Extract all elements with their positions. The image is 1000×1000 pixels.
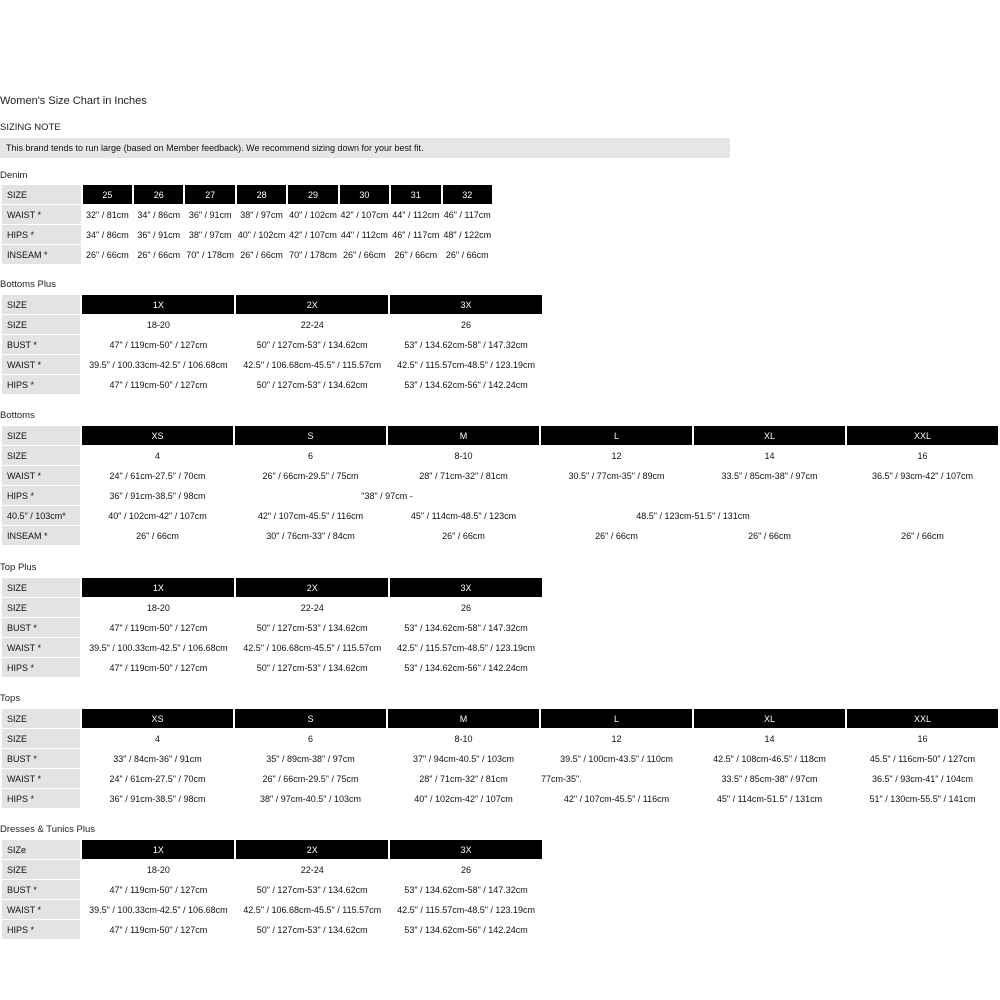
table-row [2, 446, 998, 465]
table-cell: 45" / 114cm-51.5" / 131cm [694, 789, 845, 808]
table-cell: 40" / 102cm-42" / 107cm [388, 789, 539, 808]
table-cell: 18-20 [82, 598, 234, 617]
size-cell: 2X [236, 840, 388, 859]
table-row [2, 789, 998, 808]
table-row [2, 860, 542, 879]
table-cell: 22-24 [236, 860, 388, 879]
table-cell: 36" / 91cm-38.5" / 98cm [82, 789, 233, 808]
page-title: Women's Size Chart in Inches [0, 95, 147, 107]
table-row [2, 315, 542, 334]
table-cell: 44" / 112cm [340, 225, 389, 244]
table-cell: 26" / 66cm-29.5" / 75cm [235, 466, 386, 485]
table-cell: 42.5" / 106.68cm-45.5" / 115.57cm [236, 638, 388, 657]
section-title-denim: Denim [0, 170, 28, 181]
table-cell: 35" / 89cm-38" / 97cm [235, 749, 386, 768]
table-cell: 53" / 134.62cm-58" / 147.32cm [390, 618, 542, 637]
row-label: BUST * [2, 749, 80, 768]
table-cell: 6 [235, 729, 386, 748]
size-cell: XL [694, 426, 845, 445]
table-cell: 50" / 127cm-53" / 134.62cm [236, 880, 388, 899]
row-label: BUST * [2, 335, 80, 354]
table-cell: 36" / 91cm-38.5" / 98cm [82, 486, 233, 505]
table-cell: 16 [847, 446, 998, 465]
table-cell: 42.5" / 106.68cm-45.5" / 115.57cm [236, 900, 388, 919]
row-label: SIZE [2, 578, 80, 597]
table-cell: 24" / 61cm-27.5" / 70cm [82, 769, 233, 788]
size-cell: 31 [391, 185, 440, 204]
table-cell-merged: 48.5" / 123cm-51.5" / 131cm [541, 506, 845, 525]
table-row [2, 920, 542, 939]
table-cell: 36.5" / 93cm-41" / 104cm [847, 769, 998, 788]
table-cell: 34" / 86cm [83, 225, 132, 244]
row-label: SIZE [2, 598, 80, 617]
table-cell: 50" / 127cm-53" / 134.62cm [236, 920, 388, 939]
row-label: SIZE [2, 860, 80, 879]
size-cell: L [541, 426, 692, 445]
row-label: INSEAM * [2, 245, 81, 264]
table-cell: 8-10 [388, 446, 539, 465]
table-cell: 47" / 119cm-50" / 127cm [82, 880, 234, 899]
table-row [2, 638, 542, 657]
table-cell: 26" / 66cm [443, 245, 493, 264]
table-cell: 18-20 [82, 315, 234, 334]
row-label: WAIST * [2, 205, 81, 224]
table-cell: 42.5" / 115.57cm-48.5" / 123.19cm [390, 900, 542, 919]
table-row [2, 486, 998, 505]
size-cell: XXL [847, 709, 998, 728]
table-cell: 14 [694, 729, 845, 748]
table-cell: 32" / 81cm [83, 205, 132, 224]
table-cell: 6 [235, 446, 386, 465]
table-cell: 42.5" / 115.57cm-48.5" / 123.19cm [390, 638, 542, 657]
table-row [2, 729, 998, 748]
section-title-tops: Tops [0, 693, 21, 704]
table-cell: 70" / 178cm [185, 245, 234, 264]
table-cell: 39.5" / 100cm-43.5" / 110cm [541, 749, 692, 768]
table-cell: 53" / 134.62cm-56" / 142.24cm [390, 375, 542, 394]
table-row [2, 355, 542, 374]
row-label: SIZE [2, 446, 80, 465]
table-cell: 28" / 71cm-32" / 81cm [388, 769, 539, 788]
size-cell: 3X [390, 840, 542, 859]
row-label: BUST * [2, 618, 80, 637]
row-label: SIZE [2, 426, 80, 445]
size-cell: 27 [185, 185, 234, 204]
table-cell: 53" / 134.62cm-56" / 142.24cm [390, 658, 542, 677]
table-cell: 42" / 107cm [288, 225, 337, 244]
size-cell: L [541, 709, 692, 728]
table-cell: 22-24 [236, 598, 388, 617]
section-title-bottoms-plus: Bottoms Plus [0, 279, 56, 290]
table-row [2, 709, 998, 728]
table-row [2, 769, 998, 788]
section-title-dresses-tunics-plus: Dresses & Tunics Plus [0, 824, 96, 835]
row-label: SIZE [2, 315, 80, 334]
table-cell: 30.5" / 77cm-35" / 89cm [541, 466, 692, 485]
row-label: WAIST * [2, 466, 80, 485]
table-row [2, 618, 542, 637]
table-cell: 50" / 127cm-53" / 134.62cm [236, 658, 388, 677]
table-cell: 40" / 102cm [237, 225, 286, 244]
table-row [2, 375, 542, 394]
table-cell: 50" / 127cm-53" / 134.62cm [236, 375, 388, 394]
bottoms-table [0, 425, 1000, 546]
size-cell: S [235, 426, 386, 445]
table-cell: 53" / 134.62cm-58" / 147.32cm [390, 880, 542, 899]
table-row [2, 749, 998, 768]
table-row [2, 185, 492, 204]
table-cell: 33.5" / 85cm-38" / 97cm [694, 466, 845, 485]
table-cell: 26" / 66cm-29.5" / 75cm [235, 769, 386, 788]
table-cell: 48" / 122cm [443, 225, 493, 244]
sizing-note: This brand tends to run large (based on Member feedback). We recommend sizing down for your best fit. [0, 138, 730, 158]
row-label: WAIST * [2, 769, 80, 788]
size-cell: XL [694, 709, 845, 728]
size-cell: 28 [237, 185, 286, 204]
row-label: SIZE [2, 185, 81, 204]
size-cell: 2X [236, 578, 388, 597]
table-cell: 42.5" / 108cm-46.5" / 118cm [694, 749, 845, 768]
table-row [2, 658, 542, 677]
table-cell: 42" / 107cm-45.5" / 116cm [541, 789, 692, 808]
table-row [2, 295, 542, 314]
table-cell: 26" / 66cm [340, 245, 389, 264]
table-cell: 26" / 66cm [82, 526, 233, 545]
table-cell: 12 [541, 729, 692, 748]
table-cell: 4 [82, 446, 233, 465]
table-row [2, 245, 492, 264]
table-cell: 26" / 66cm [134, 245, 183, 264]
table-row [2, 335, 542, 354]
table-cell: 26 [390, 860, 542, 879]
row-label: HIPS * [2, 658, 80, 677]
table-cell: 26 [390, 598, 542, 617]
table-row [2, 426, 998, 445]
size-cell: 32 [443, 185, 493, 204]
table-cell: 39.5" / 100.33cm-42.5" / 106.68cm [82, 638, 234, 657]
table-row [2, 578, 542, 597]
table-cell: 39.5" / 100.33cm-42.5" / 106.68cm [82, 355, 234, 374]
table-cell: 42" / 107cm [340, 205, 389, 224]
table-cell: 51" / 130cm-55.5" / 141cm [847, 789, 998, 808]
table-cell: 46" / 117cm [391, 225, 440, 244]
table-cell: 47" / 119cm-50" / 127cm [82, 375, 234, 394]
size-cell: M [388, 709, 539, 728]
tops-table [0, 708, 1000, 809]
size-cell: 2X [236, 295, 388, 314]
table-cell: 12 [541, 446, 692, 465]
table-cell: 45.5" / 116cm-50" / 127cm [847, 749, 998, 768]
table-cell: 4 [82, 729, 233, 748]
table-cell: 47" / 119cm-50" / 127cm [82, 658, 234, 677]
table-row [2, 205, 492, 224]
table-cell-merged: "38" / 97cm - [235, 486, 539, 505]
table-row [2, 466, 998, 485]
table-cell: 42" / 107cm-45.5" / 116cm [235, 506, 386, 525]
table-cell: 26" / 66cm [83, 245, 132, 264]
top-plus-table [0, 577, 544, 678]
table-row [2, 506, 998, 525]
size-cell: 26 [134, 185, 183, 204]
table-cell: 18-20 [82, 860, 234, 879]
bottoms-plus-table [0, 294, 544, 395]
row-label: HIPS * [2, 225, 81, 244]
table-cell: 42.5" / 106.68cm-45.5" / 115.57cm [236, 355, 388, 374]
table-row [2, 840, 542, 859]
size-cell: 3X [390, 295, 542, 314]
table-cell: 38" / 97cm [237, 205, 286, 224]
table-row [2, 598, 542, 617]
table-cell: 24" / 61cm-27.5" / 70cm [82, 466, 233, 485]
table-cell: 53" / 134.62cm-56" / 142.24cm [390, 920, 542, 939]
sizing-note-heading: SIZING NOTE [0, 122, 61, 133]
size-cell: S [235, 709, 386, 728]
table-cell: 30" / 76cm-33" / 84cm [235, 526, 386, 545]
row-label: 40.5" / 103cm* [2, 506, 80, 525]
table-cell: 26" / 66cm [694, 526, 845, 545]
table-cell: 70" / 178cm [288, 245, 337, 264]
table-cell: 22-24 [236, 315, 388, 334]
size-cell: 29 [288, 185, 337, 204]
row-label: SIZe [2, 840, 80, 859]
row-label: HIPS * [2, 486, 80, 505]
row-label: SIZE [2, 729, 80, 748]
dresses-tunics-plus-table [0, 839, 544, 940]
table-cell: 8-10 [388, 729, 539, 748]
size-cell: XXL [847, 426, 998, 445]
denim-table [0, 184, 494, 265]
table-row [2, 225, 492, 244]
table-cell: 14 [694, 446, 845, 465]
table-cell: 44" / 112cm [391, 205, 440, 224]
table-row [2, 526, 998, 545]
row-label: WAIST * [2, 355, 80, 374]
table-cell: 40" / 102cm [288, 205, 337, 224]
table-cell: 77cm-35". [541, 769, 692, 788]
table-cell: 37" / 94cm-40.5" / 103cm [388, 749, 539, 768]
row-label: SIZE [2, 295, 80, 314]
size-cell: 25 [83, 185, 132, 204]
table-cell: 16 [847, 729, 998, 748]
size-cell: XS [82, 426, 233, 445]
table-cell: 50" / 127cm-53" / 134.62cm [236, 618, 388, 637]
table-cell: 28" / 71cm-32" / 81cm [388, 466, 539, 485]
table-cell: 33.5" / 85cm-38" / 97cm [694, 769, 845, 788]
table-row [2, 900, 542, 919]
size-cell: 1X [82, 578, 234, 597]
table-cell: 26" / 66cm [541, 526, 692, 545]
table-cell: 33" / 84cm-36" / 91cm [82, 749, 233, 768]
row-label: WAIST * [2, 638, 80, 657]
table-cell: 45" / 114cm-48.5" / 123cm [388, 506, 539, 525]
section-title-top-plus: Top Plus [0, 562, 37, 573]
table-cell: 42.5" / 115.57cm-48.5" / 123.19cm [390, 355, 542, 374]
table-cell: 39.5" / 100.33cm-42.5" / 106.68cm [82, 900, 234, 919]
row-label: HIPS * [2, 375, 80, 394]
table-cell: 36" / 91cm [134, 225, 183, 244]
table-cell: 26" / 66cm [388, 526, 539, 545]
row-label: WAIST * [2, 900, 80, 919]
size-cell: M [388, 426, 539, 445]
table-cell: 47" / 119cm-50" / 127cm [82, 335, 234, 354]
size-cell: 30 [340, 185, 389, 204]
table-row [2, 880, 542, 899]
row-label: INSEAM * [2, 526, 80, 545]
table-cell: 53" / 134.62cm-58" / 147.32cm [390, 335, 542, 354]
row-label: HIPS * [2, 789, 80, 808]
table-cell: 50" / 127cm-53" / 134.62cm [236, 335, 388, 354]
table-cell: 34" / 86cm [134, 205, 183, 224]
table-cell: 26" / 66cm [391, 245, 440, 264]
table-cell: 26" / 66cm [237, 245, 286, 264]
row-label: BUST * [2, 880, 80, 899]
table-cell-empty [847, 506, 998, 525]
table-cell: 47" / 119cm-50" / 127cm [82, 920, 234, 939]
table-cell: 46" / 117cm [443, 205, 493, 224]
table-cell-empty [541, 486, 998, 505]
size-cell: 1X [82, 840, 234, 859]
table-cell: 40" / 102cm-42" / 107cm [82, 506, 233, 525]
table-cell: 47" / 119cm-50" / 127cm [82, 618, 234, 637]
table-cell: 26" / 66cm [847, 526, 998, 545]
size-cell: XS [82, 709, 233, 728]
size-cell: 1X [82, 295, 234, 314]
table-cell: 36.5" / 93cm-42" / 107cm [847, 466, 998, 485]
table-cell: 38" / 97cm [185, 225, 234, 244]
table-cell: 26 [390, 315, 542, 334]
table-cell: 38" / 97cm-40.5" / 103cm [235, 789, 386, 808]
row-label: HIPS * [2, 920, 80, 939]
size-cell: 3X [390, 578, 542, 597]
row-label: SIZE [2, 709, 80, 728]
section-title-bottoms: Bottoms [0, 410, 35, 421]
table-cell: 36" / 91cm [185, 205, 234, 224]
